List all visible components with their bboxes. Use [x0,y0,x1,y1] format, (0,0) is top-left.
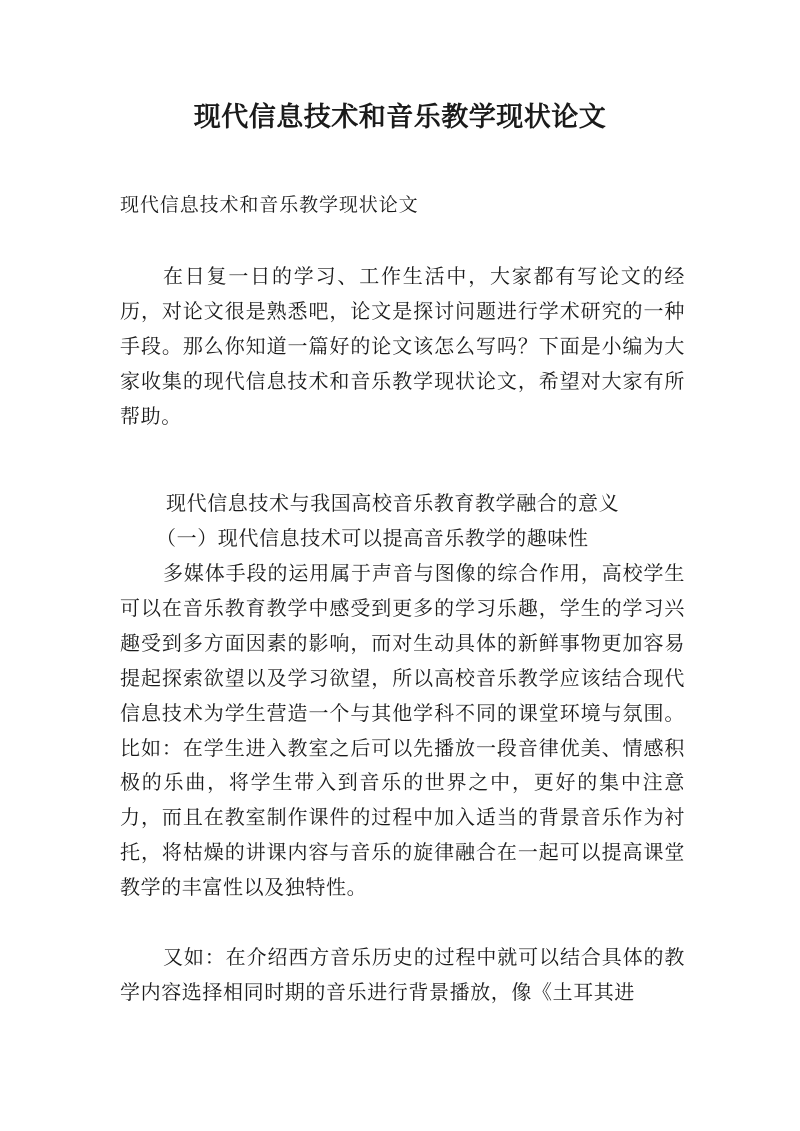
body-paragraph-2: 又如：在介绍西方音乐历史的过程中就可以结合具体的教学内容选择相同时期的音乐进行背景播放，像《土耳其进 [120,945,685,1004]
document-subtitle: 现代信息技术和音乐教学现状论文 [120,194,419,216]
subsection-heading: （一）现代信息技术可以提高音乐教学的趣味性 [156,526,589,550]
section-heading: 现代信息技术与我国高校音乐教育教学融合的意义 [166,491,620,515]
intro-paragraph: 在日复一日的学习、工作生活中，大家都有写论文的经历，对论文很是熟悉吧，论文是探讨问题进行学术研究的一种手段。那么你知道一篇好的论文该怎么写吗？下面是小编为大家收集的现代信息技术和音乐教学现状论文，希望对大家有所帮助。 [120,264,685,428]
document-title: 现代信息技术和音乐教学现状论文 [193,102,607,133]
body-paragraph-1: 多媒体手段的运用属于声音与图像的综合作用，高校学生可以在音乐教育教学中感受到更多的学习乐趣，学生的学习兴趣受到多方面因素的影响，而对生动具体的新鲜事物更加容易提起探索欲望以及学习欲望，所以高校音乐教学应该结合现代信息技术为学生营造一个与其他学科不同的课堂环境与氛围。比如：在学生进入教室之后可以先播放一段音律优美、情感积极的乐曲，将学生带入到音乐的世界之中，更好的集中注意力，而且在教室制作课件的过程中加入适当的背景音乐作为衬托，将枯燥的讲课内容与音乐的旋律融合在一起可以提高课堂教学的丰富性以及独特性。 [120,561,685,900]
